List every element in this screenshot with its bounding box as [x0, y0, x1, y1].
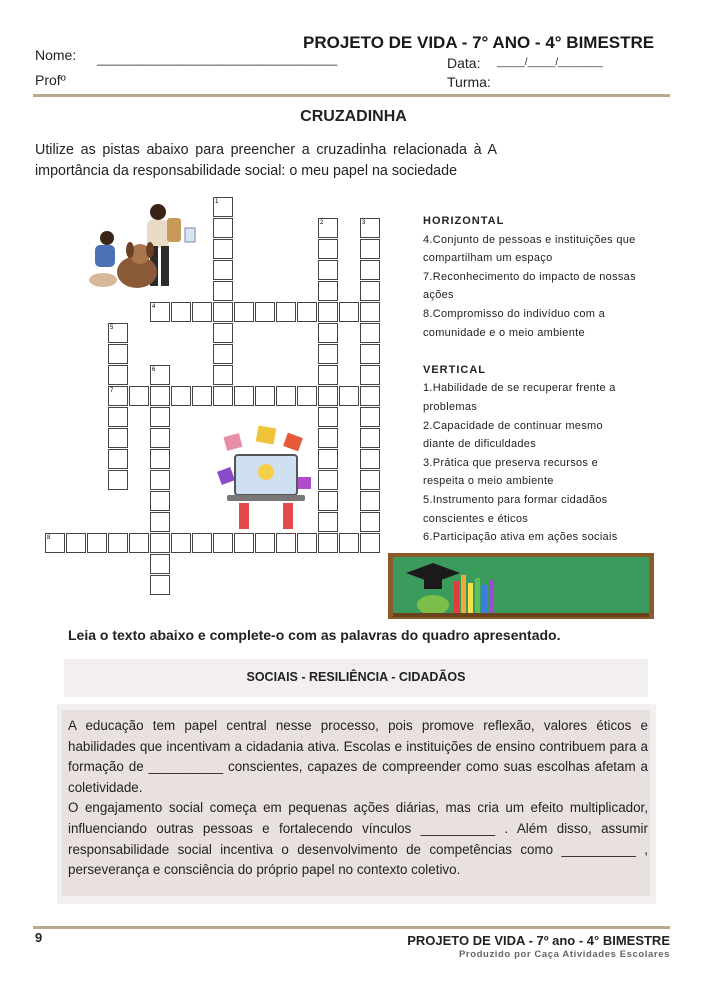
- crossword-cell[interactable]: [66, 533, 86, 553]
- crossword-cell[interactable]: [318, 386, 338, 406]
- data-line[interactable]: _____/_____/________: [497, 57, 603, 68]
- crossword-cell[interactable]: [150, 407, 170, 427]
- crossword-cell[interactable]: [234, 302, 254, 322]
- crossword-cell[interactable]: [318, 470, 338, 490]
- crossword-cell[interactable]: [150, 512, 170, 532]
- crossword-cell[interactable]: [318, 533, 338, 553]
- crossword-cell[interactable]: [129, 533, 149, 553]
- crossword-cell[interactable]: [192, 386, 212, 406]
- section-title: CRUZADINHA: [300, 108, 407, 125]
- vertical-heading: VERTICAL: [423, 363, 486, 376]
- page-title: PROJETO DE VIDA - 7° ANO - 4° BIMESTRE: [303, 33, 655, 52]
- crossword-cell[interactable]: [150, 386, 170, 406]
- clue-horizontal-7: 7.Reconhecimento do impacto de nossas ações: [423, 270, 636, 302]
- crossword-cell[interactable]: [108, 344, 128, 364]
- crossword-cell[interactable]: [318, 344, 338, 364]
- crossword-cell[interactable]: [108, 449, 128, 469]
- crossword-cell[interactable]: [213, 218, 233, 238]
- crossword-cell[interactable]: [213, 302, 233, 322]
- crossword-cell[interactable]: [255, 302, 275, 322]
- clue-number: 3: [362, 220, 366, 226]
- crossword-cell[interactable]: [297, 302, 317, 322]
- page-number: 9: [35, 930, 43, 945]
- crossword-cell[interactable]: [213, 533, 233, 553]
- reading-instruction: Leia o texto abaixo e complete-o com as palavras do quadro apresentado.: [68, 627, 561, 643]
- crossword-cell[interactable]: [129, 386, 149, 406]
- crossword-cell[interactable]: [150, 533, 170, 553]
- footer-credit: Produzido por Caça Atividades Escolares: [459, 949, 670, 960]
- crossword-cell[interactable]: [360, 407, 380, 427]
- crossword-cell[interactable]: [360, 491, 380, 511]
- crossword-cell[interactable]: [360, 428, 380, 448]
- clue-number: 6: [152, 367, 156, 373]
- crossword-cell[interactable]: [87, 533, 107, 553]
- crossword-cell[interactable]: [255, 386, 275, 406]
- crossword-cell[interactable]: [150, 428, 170, 448]
- horizontal-heading: HORIZONTAL: [423, 215, 505, 227]
- clues-panel: [423, 212, 638, 547]
- crossword-cell[interactable]: [213, 260, 233, 280]
- crossword-cell[interactable]: [360, 533, 380, 553]
- crossword-cell[interactable]: [171, 533, 191, 553]
- crossword-cell[interactable]: [213, 281, 233, 301]
- crossword-cell[interactable]: [213, 323, 233, 343]
- instructions: Utilize as pistas abaixo para preencher a cruzadinha relacionada à A importância da responsabilidade social: o meu papel na sociedade: [35, 142, 497, 179]
- crossword-cell[interactable]: [297, 386, 317, 406]
- paragraph-2: O engajamento social começa em pequenas ações diárias, mas cria um efeito multiplicador, influenciando outras pessoas e fortalecendo vínculos __________ . Além disso, assumir responsabilidade social incentiva o desenvolvimento de competências como __________ , perseverança e consciência do próprio papel no contexto coletivo.: [68, 800, 648, 878]
- crossword-cell[interactable]: [150, 575, 170, 595]
- crossword-cell[interactable]: [360, 386, 380, 406]
- crossword-cell[interactable]: [318, 281, 338, 301]
- crossword-cell[interactable]: [213, 365, 233, 385]
- crossword-cell[interactable]: [276, 302, 296, 322]
- crossword-cell[interactable]: [150, 554, 170, 574]
- crossword-cell[interactable]: [192, 533, 212, 553]
- clue-vertical-2: 2.Capacidade de continuar mesmo diante de dificuldades: [423, 419, 603, 451]
- clue-vertical-3: 3.Prática que preserva recursos e respeita o meio ambiente: [423, 456, 598, 488]
- turma-label: Turma:: [447, 74, 491, 90]
- crossword-cell[interactable]: [318, 323, 338, 343]
- crossword-cell[interactable]: [318, 407, 338, 427]
- nome-line[interactable]: ____________________________________: [97, 52, 338, 66]
- crossword-cell[interactable]: [108, 470, 128, 490]
- crossword-cell[interactable]: [234, 386, 254, 406]
- crossword-cell[interactable]: [360, 344, 380, 364]
- crossword-cell[interactable]: [150, 449, 170, 469]
- crossword-cell[interactable]: [360, 260, 380, 280]
- crossword-cell[interactable]: [339, 386, 359, 406]
- crossword-cell[interactable]: [360, 281, 380, 301]
- crossword-cell[interactable]: [213, 239, 233, 259]
- crossword-cell[interactable]: [360, 302, 380, 322]
- clue-horizontal-8: 8.Compromisso do indivíduo com a comunidade e o meio ambiente: [423, 307, 606, 339]
- clue-vertical-6: 6.Participação ativa em ações sociais: [423, 531, 618, 544]
- crossword-cell[interactable]: [150, 491, 170, 511]
- clue-number: 8: [47, 535, 51, 541]
- word-bank: SOCIAIS - RESILIÊNCIA - CIDADÃOS: [64, 659, 648, 697]
- crossword-cell[interactable]: [150, 470, 170, 490]
- crossword-cell[interactable]: [318, 302, 338, 322]
- crossword-cell[interactable]: [276, 386, 296, 406]
- crossword-cell[interactable]: [360, 470, 380, 490]
- clue-number: 4: [152, 304, 156, 310]
- paragraph-1: A educação tem papel central nesse processo, pois promove reflexão, valores éticos e habilidades que incentivam a cidadania ativa. Escolas e instituições de ensino contribuem para a formação de __________ conscientes, capazes de compreender como suas escolhas afetam a coletividade.: [68, 718, 648, 795]
- crossword-cell[interactable]: [339, 302, 359, 322]
- crossword-cell[interactable]: [108, 428, 128, 448]
- crossword-cell[interactable]: [360, 365, 380, 385]
- crossword-cell[interactable]: [108, 365, 128, 385]
- crossword-cell[interactable]: [192, 302, 212, 322]
- clue-vertical-1: 1.Habilidade de se recuperar frente a problemas: [423, 382, 616, 413]
- clue-vertical-5: 5.Instrumento para formar cidadãos conscientes e éticos: [423, 493, 608, 525]
- crossword-cell[interactable]: [108, 533, 128, 553]
- crossword-cell[interactable]: [339, 533, 359, 553]
- clue-number: 2: [320, 220, 324, 226]
- crossword-cell[interactable]: [213, 386, 233, 406]
- footer-divider: [33, 926, 670, 929]
- crossword-cell[interactable]: [108, 407, 128, 427]
- crossword-cell[interactable]: [318, 491, 338, 511]
- crossword-cell[interactable]: [318, 449, 338, 469]
- data-label: Data:: [447, 55, 481, 71]
- crossword-cell[interactable]: [318, 365, 338, 385]
- clue-number: 1: [215, 199, 219, 205]
- nome-label: Nome:: [35, 47, 77, 63]
- laptop-illustration: [217, 425, 317, 533]
- crossword-cell[interactable]: [297, 533, 317, 553]
- crossword-cell[interactable]: [318, 428, 338, 448]
- crossword-cell[interactable]: [171, 302, 191, 322]
- crossword-cell[interactable]: [360, 449, 380, 469]
- crossword-cell[interactable]: [318, 260, 338, 280]
- clue-horizontal-4: 4.Conjunto de pessoas e instituições que compartilham um espaço: [423, 233, 636, 265]
- reading-text: [68, 716, 648, 881]
- crossword-cell[interactable]: [213, 344, 233, 364]
- crossword-cell[interactable]: [318, 512, 338, 532]
- crossword-cell[interactable]: [171, 386, 191, 406]
- clue-number: 7: [110, 388, 114, 394]
- crossword-cell[interactable]: [360, 323, 380, 343]
- crossword-cell[interactable]: [276, 533, 296, 553]
- prof-label: Profº: [35, 72, 66, 88]
- crossword-cell[interactable]: [318, 239, 338, 259]
- crossword-cell[interactable]: [360, 239, 380, 259]
- chalkboard-illustration: [388, 553, 654, 619]
- crossword-cell[interactable]: [255, 533, 275, 553]
- crossword-cell[interactable]: [234, 533, 254, 553]
- footer-title: PROJETO DE VIDA - 7º ano - 4° BIMESTRE: [407, 933, 670, 948]
- clue-number: 5: [110, 325, 114, 331]
- crossword-cell[interactable]: [360, 512, 380, 532]
